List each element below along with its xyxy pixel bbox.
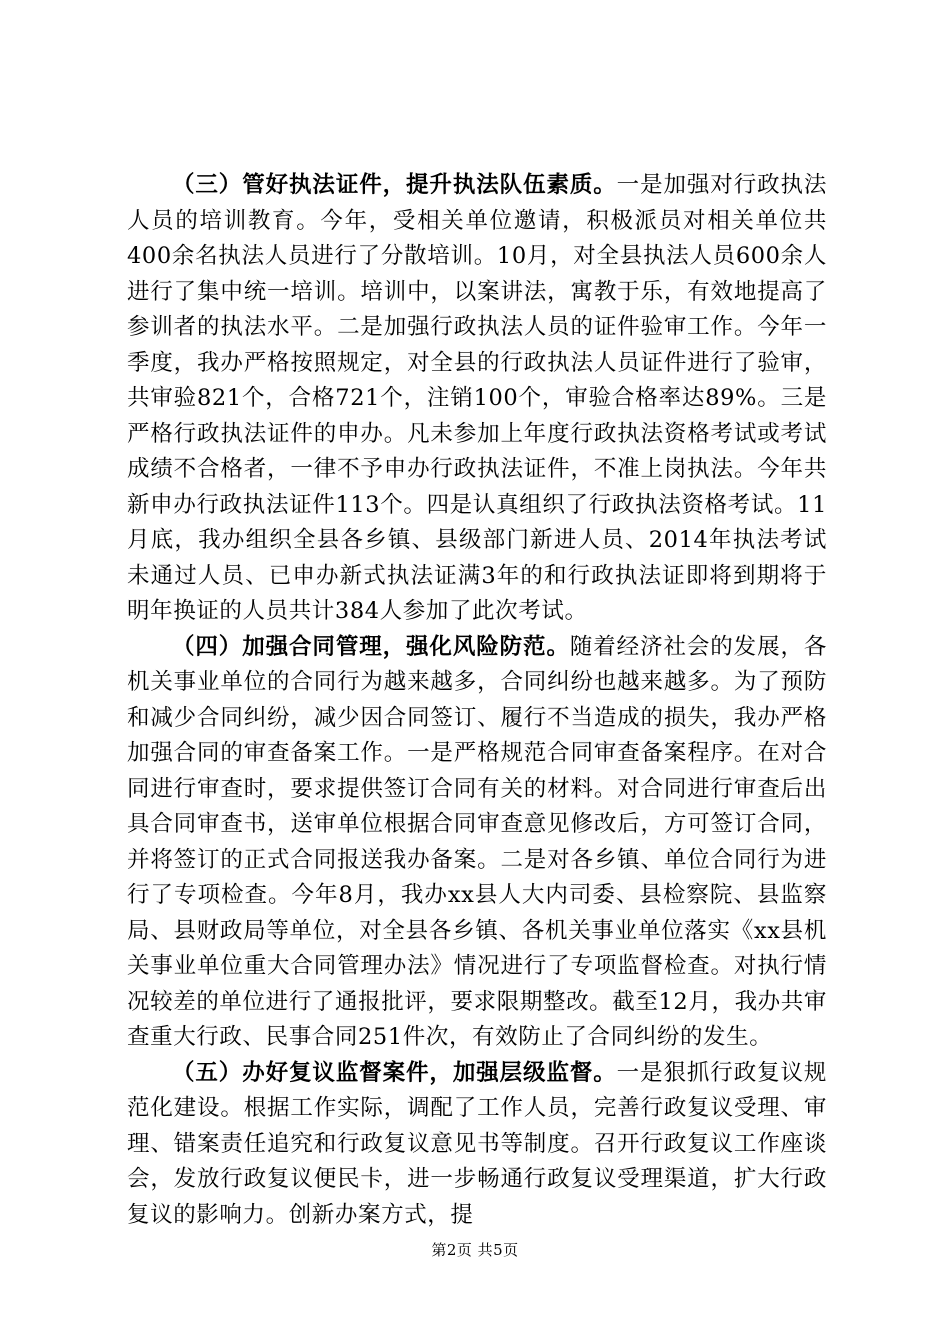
- paragraph-heading: （三）管好执法证件，提升执法队伍素质。: [172, 172, 617, 198]
- paragraph-review: [127, 1056, 827, 1234]
- paragraph-contracts: [127, 630, 827, 1056]
- paragraph-text: 一是加强对行政执法人员的培训教育。今年，受相关单位邀请，积极派员对相关单位共400余名执法人员进行了分散培训。10月，对全县执法人员600余人进行了集中统一培训。培训中，以案讲法，寓教于乐，有效地提高了参训者的执法水平。二是加强行政执法人员的证件验审工作。今年一季度，我办严格按照规定，对全县的行政执法人员证件进行了验审，共审验821个，合格721个，注销100个，审验合格率达89%。三是严格行政执法证件的申办。凡未参加上年度行政执法资格考试或考试成绩不合格者，一律不予申办行政执法证件，不准上岗执法。今年共新申办行政执法证件113个。四是认真组织了行政执法资格考试。11月底，我办组织全县各乡镇、县级部门新进人员、2014年执法考试未通过人员、已申办新式执法证满3年的和行政执法证即将到期将于明年换证的人员共计384人参加了此次考试。: [127, 172, 827, 624]
- document-body: [127, 168, 827, 1233]
- paragraph-heading: （五）办好复议监督案件，加强层级监督。: [172, 1059, 617, 1086]
- paragraph-certificates: [127, 168, 827, 630]
- paragraph-heading: （四）加强合同管理，强化风险防范。: [172, 633, 570, 660]
- paragraph-text: 一是狠抓行政复议规范化建设。根据工作实际，调配了工作人员，完善行政复议受理、审理、错案责任追究和行政复议意见书等制度。召开行政复议工作座谈会，发放行政复议便民卡，进一步畅通行政复议受理渠道，扩大行政复议的影响力。创新办案方式，提: [127, 1059, 827, 1228]
- page-number-footer: 第2页 共5页: [431, 1241, 519, 1259]
- paragraph-text: 随着经济社会的发展，各机关事业单位的合同行为越来越多，合同纠纷也越来越多。为了预防和减少合同纠纷，减少因合同签订、履行不当造成的损失，我办严格加强合同的审查备案工作。一是严格规范合同审查备案程序。在对合同进行审查时，要求提供签订合同有关的材料。对合同进行审查后出具合同审查书，送审单位根据合同审查意见修改后，方可签订合同，并将签订的正式合同报送我办备案。二是对各乡镇、单位合同行为进行了专项检查。今年8月，我办xx县人大内司委、县检察院、县监察局、县财政局等单位，对全县各乡镇、各机关事业单位落实《xx县机关事业单位重大合同管理办法》情况进行了专项监督检查。对执行情况较差的单位进行了通报批评，要求限期整改。截至12月，我办共审查重大行政、民事合同251件次，有效防止了合同纠纷的发生。: [127, 633, 827, 1050]
